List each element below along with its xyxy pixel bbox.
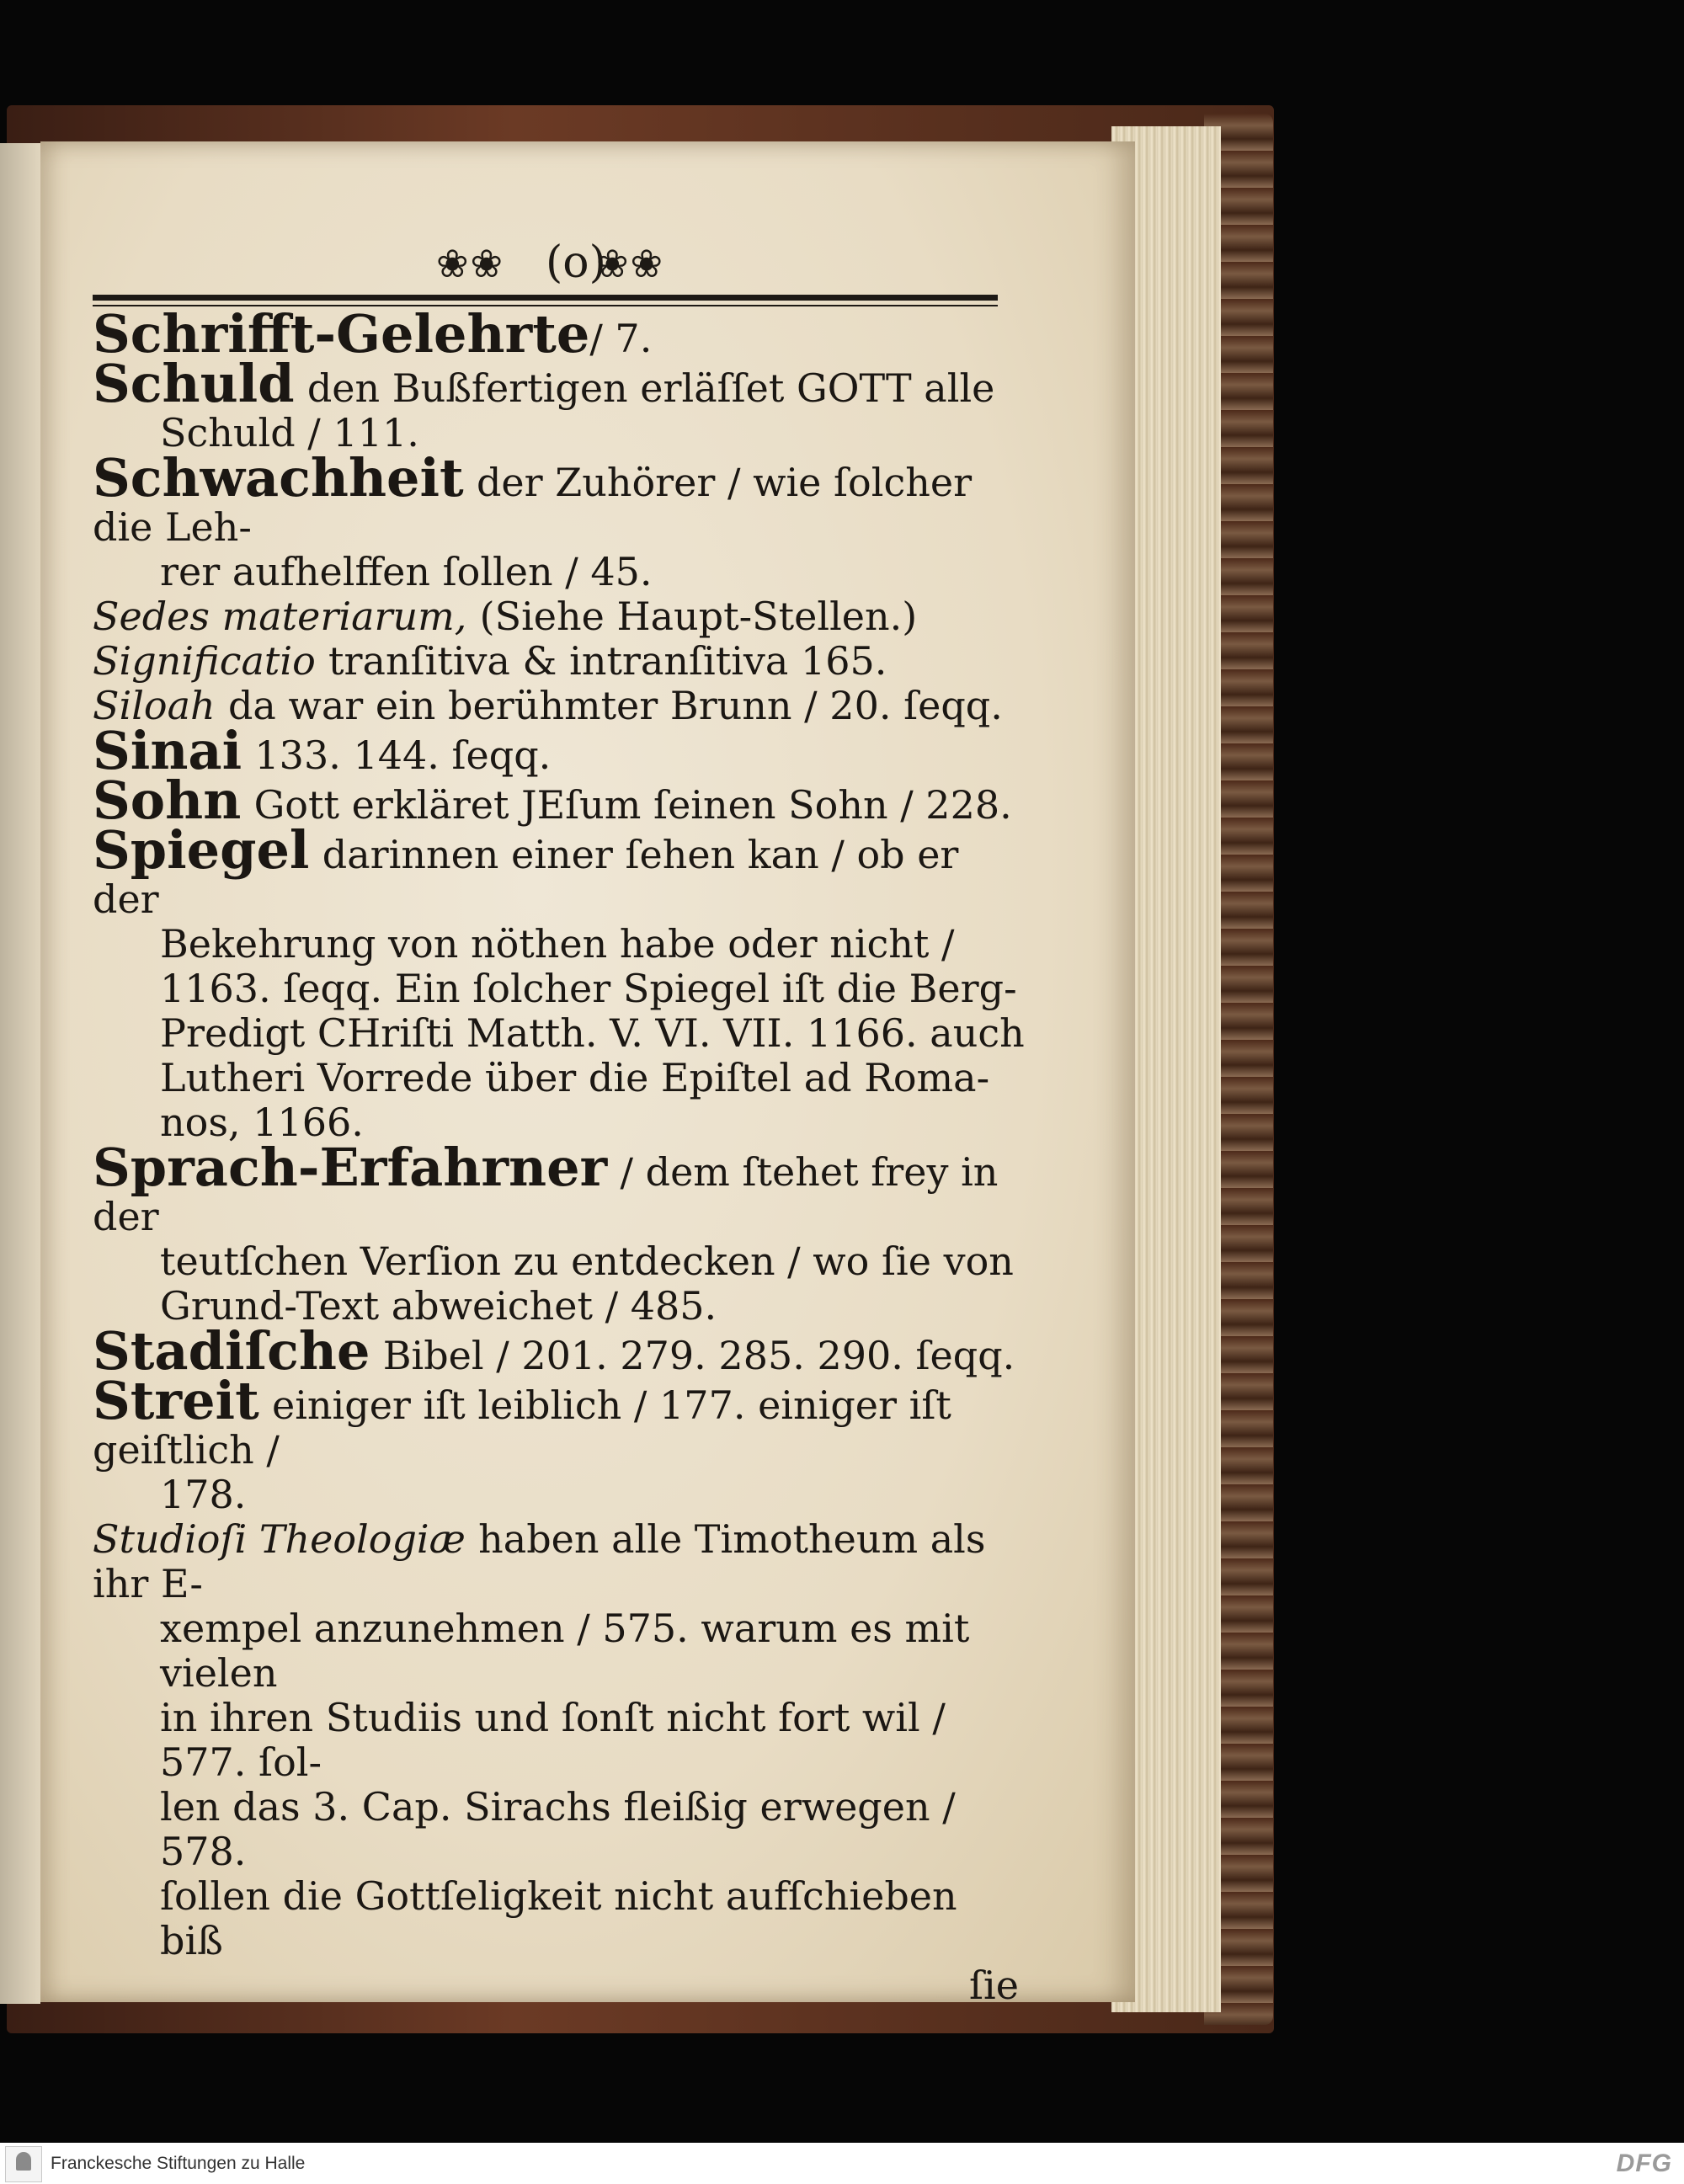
- header-rule: [93, 295, 998, 301]
- foundation-logo-icon: [5, 2146, 42, 2182]
- index-entry: [93, 447, 1027, 594]
- index-entry: [93, 639, 1027, 684]
- entry-line: xempel anzunehmen / 575. warum es mit vielen: [160, 1606, 970, 1696]
- entry-line: in ihren Studiis und ſonſt nicht fort wil / 577. ſol-: [160, 1695, 946, 1785]
- dfg-logo: DFG: [1616, 2149, 1672, 2177]
- ornament-right-icon: ❀❀: [596, 241, 665, 286]
- index-entry: [93, 594, 1027, 639]
- page-number: (o): [546, 237, 606, 288]
- entry-line: Schuld / 111.: [160, 410, 419, 455]
- entry-line: ſie: [969, 1963, 1019, 2008]
- entry-line: teutſchen Verſion zu entdecken / wo ſie von: [160, 1238, 1014, 1284]
- index-entry: [93, 819, 1027, 1145]
- entry-head: Studioſi Theologiæ: [93, 1516, 466, 1562]
- ornament-left-icon: ❀❀: [436, 241, 505, 286]
- entry-line: der Zuhörer / wie ſolcher die Leh-: [93, 460, 973, 550]
- entry-line: 1163. ſeqq. Ein ſolcher Spiegel iſt die Berg-: [160, 966, 1017, 1011]
- entry-head: Schrifft-Gelehrte: [93, 303, 590, 365]
- entry-head: Sprach-Erfahrner: [93, 1137, 608, 1198]
- viewer-footer: [0, 2143, 1684, 2184]
- entry-line: Bekehrung von nöthen habe oder nicht /: [160, 921, 955, 967]
- entry-head: Spiegel: [93, 819, 310, 881]
- entry-line: Predigt CHriſti Matth. V. VI. VII. 1166. auch: [160, 1010, 1025, 1056]
- index-entry: [93, 1517, 1027, 2008]
- index-entry: [93, 1137, 1027, 1329]
- entry-line: Gott erkläret JEſum ſeinen Sohn / 228.: [253, 782, 1012, 828]
- entry-head: Siloah: [93, 683, 216, 728]
- left-page-edge: [0, 143, 40, 2004]
- entry-line: haben alle Timotheum als ihr E-: [93, 1516, 986, 1606]
- entry-line: / dem ſtehet frey in der: [93, 1149, 999, 1239]
- entry-line: Lutheri Vorrede über die Epiſtel ad Roma-: [160, 1055, 990, 1100]
- entry-head: Schuld: [93, 353, 295, 414]
- entry-line: len das 3. Cap. Sirachs fleißig erwegen / 578.: [160, 1784, 956, 1874]
- entry-line: den Bußfertigen erläſſet GOTT alle: [306, 365, 995, 411]
- entry-line: da war ein berühmter Brunn / 20. ſeqq.: [227, 683, 1003, 728]
- entry-head: Sedes materiarum,: [93, 594, 467, 639]
- entry-line: einiger iſt leiblich / 177. einiger iſt geiſtlich /: [93, 1382, 951, 1473]
- entry-line: 133. 144. ſeqq.: [254, 732, 552, 778]
- index-entries: [93, 303, 1027, 2008]
- entry-line: tranſitiva & intranſitiva 165.: [328, 638, 887, 684]
- entry-line: nos, 1166.: [160, 1100, 364, 1145]
- entry-line: Grund-Text abweichet / 485.: [160, 1283, 717, 1329]
- entry-line: Bibel / 201. 279. 285. 290. ſeqq.: [382, 1333, 1015, 1378]
- entry-line: rer aufhelffen ſollen / 45.: [160, 549, 653, 594]
- entry-line: (Siehe Haupt-Stellen.): [479, 594, 918, 639]
- entry-line: darinnen einer ſehen kan / ob er der: [93, 832, 959, 922]
- entry-head: Schwachheit: [93, 447, 464, 509]
- entry-line: / 7.: [589, 316, 653, 361]
- book-page: [40, 141, 1135, 2008]
- index-entry: [93, 1370, 1027, 1517]
- entry-head: Sohn: [93, 770, 242, 831]
- institution-label: Franckesche Stiftungen zu Halle: [51, 2154, 306, 2173]
- entry-head: Stadiſche: [93, 1320, 370, 1382]
- entry-head: Streit: [93, 1370, 259, 1431]
- entry-head: Sinai: [93, 720, 242, 781]
- entry-line: 178.: [160, 1472, 247, 1517]
- index-entry: [93, 353, 1027, 455]
- entry-head: Significatio: [93, 638, 316, 684]
- entry-line: ſollen die Gottſeligkeit nicht aufſchieben biß: [160, 1873, 957, 1963]
- page-header: [91, 226, 992, 293]
